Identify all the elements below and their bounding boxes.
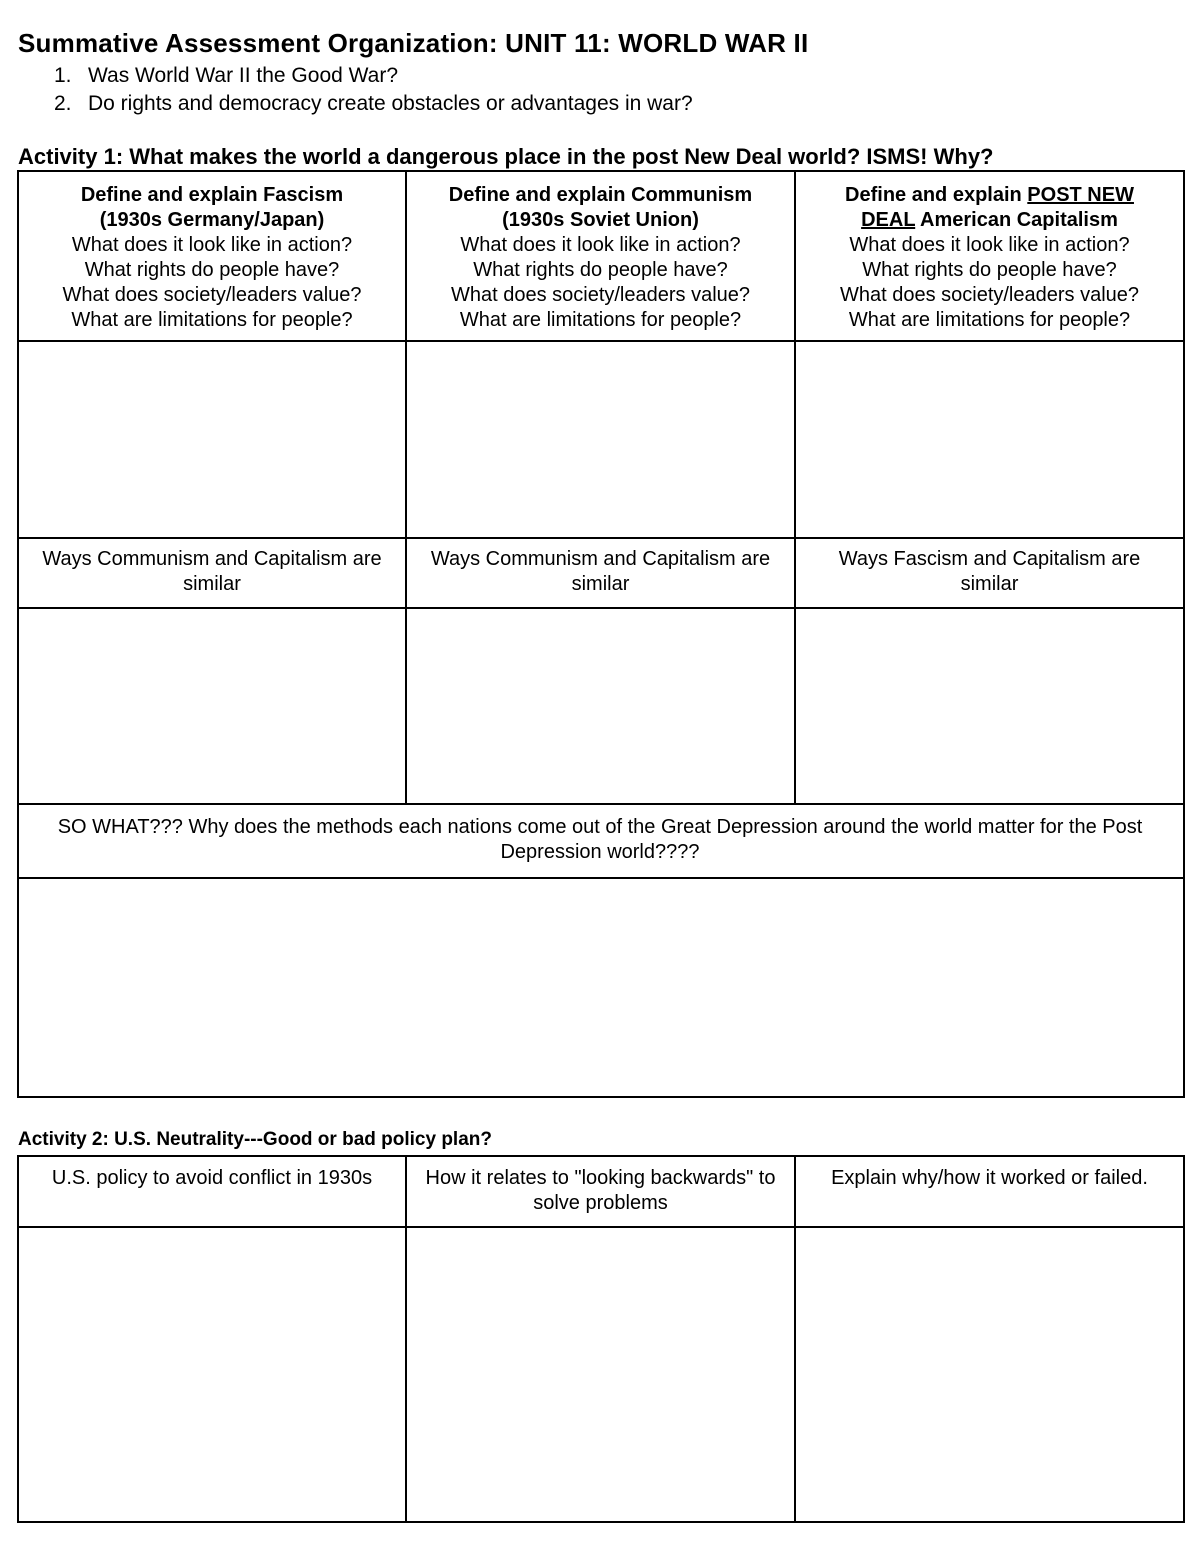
prompt-rights: What rights do people have? (473, 259, 728, 281)
question-text: Was World War II the Good War? (88, 64, 399, 87)
prompt-rights: What rights do people have? (862, 259, 1117, 281)
question-number: 2. (54, 92, 72, 115)
prompt-action: What does it look like in action? (849, 234, 1130, 256)
worked-or-failed-header: Explain why/how it worked or failed. (831, 1167, 1148, 1189)
question-number: 1. (54, 64, 72, 87)
header-subtitle: (1930s Germany/Japan) (99, 209, 325, 231)
capitalism-answer-cell[interactable] (796, 342, 1183, 537)
header-underlined-post-new: POST NEW (1027, 184, 1134, 206)
policy-answer-cell[interactable] (19, 1228, 405, 1521)
prompt-rights: What rights do people have? (84, 259, 340, 281)
prompt-limitations: What are limitations for people? (71, 309, 353, 331)
similar-header-2: Ways Communism and Capitalism are similar (430, 548, 771, 595)
header-title: Define and explain Communism (448, 184, 753, 206)
prompt-values: What does society/leaders value? (62, 284, 362, 306)
looking-backwards-header: How it relates to "looking backwards" to solve problems (425, 1167, 776, 1214)
header-prefix: Define and explain (845, 184, 1028, 206)
essential-questions (54, 62, 693, 118)
prompt-values: What does society/leaders value? (839, 284, 1140, 306)
similar-header-3: Ways Fascism and Capitalism are similar (838, 548, 1141, 595)
prompt-action: What does it look like in action? (460, 234, 741, 256)
so-what-answer-cell[interactable] (19, 879, 1183, 1096)
question-text: Do rights and democracy create obstacles or advantages in war? (88, 92, 693, 115)
activity1-heading: Activity 1: What makes the world a dangerous place in the post New Deal world? ISMS! Why? (18, 144, 994, 169)
looking-backwards-answer-cell[interactable] (407, 1228, 794, 1521)
policy-header: U.S. policy to avoid conflict in 1930s (51, 1167, 373, 1189)
worked-or-failed-answer-cell[interactable] (796, 1228, 1183, 1521)
header-title-line2 (796, 208, 1183, 233)
communism-header (407, 177, 794, 333)
header-title-line1 (796, 183, 1183, 208)
header-suffix: American Capitalism (915, 209, 1118, 231)
prompt-action: What does it look like in action? (71, 234, 353, 256)
prompt-limitations: What are limitations for people? (459, 309, 742, 331)
header-subtitle: (1930s Soviet Union) (502, 209, 699, 231)
row-divider (17, 537, 1185, 539)
prompt-values: What does society/leaders value? (450, 284, 751, 306)
fascism-answer-cell[interactable] (19, 342, 405, 537)
similar-header-1: Ways Communism and Capitalism are similar (42, 548, 382, 595)
prompt-limitations: What are limitations for people? (848, 309, 1131, 331)
capitalism-header (796, 177, 1183, 333)
communism-answer-cell[interactable] (407, 342, 794, 537)
so-what-header: SO WHAT??? Why does the methods each nations come out of the Great Depression around the world matter for the Post Depression world???? (57, 816, 1143, 863)
row-divider (17, 1521, 1185, 1523)
header-title: Define and explain Fascism (80, 184, 344, 206)
question-item (54, 62, 693, 90)
fascism-header (19, 177, 405, 333)
activity2-heading: Activity 2: U.S. Neutrality---Good or bad policy plan? (18, 1129, 492, 1150)
similar-answer-cell-2[interactable] (407, 609, 794, 803)
row-divider (17, 803, 1185, 805)
question-item (54, 90, 693, 118)
header-underlined-deal: DEAL (861, 209, 916, 231)
similar-answer-cell-3[interactable] (796, 609, 1183, 803)
page-title: Summative Assessment Organization: UNIT 11: WORLD WAR II (18, 28, 809, 58)
similar-answer-cell-1[interactable] (19, 609, 405, 803)
